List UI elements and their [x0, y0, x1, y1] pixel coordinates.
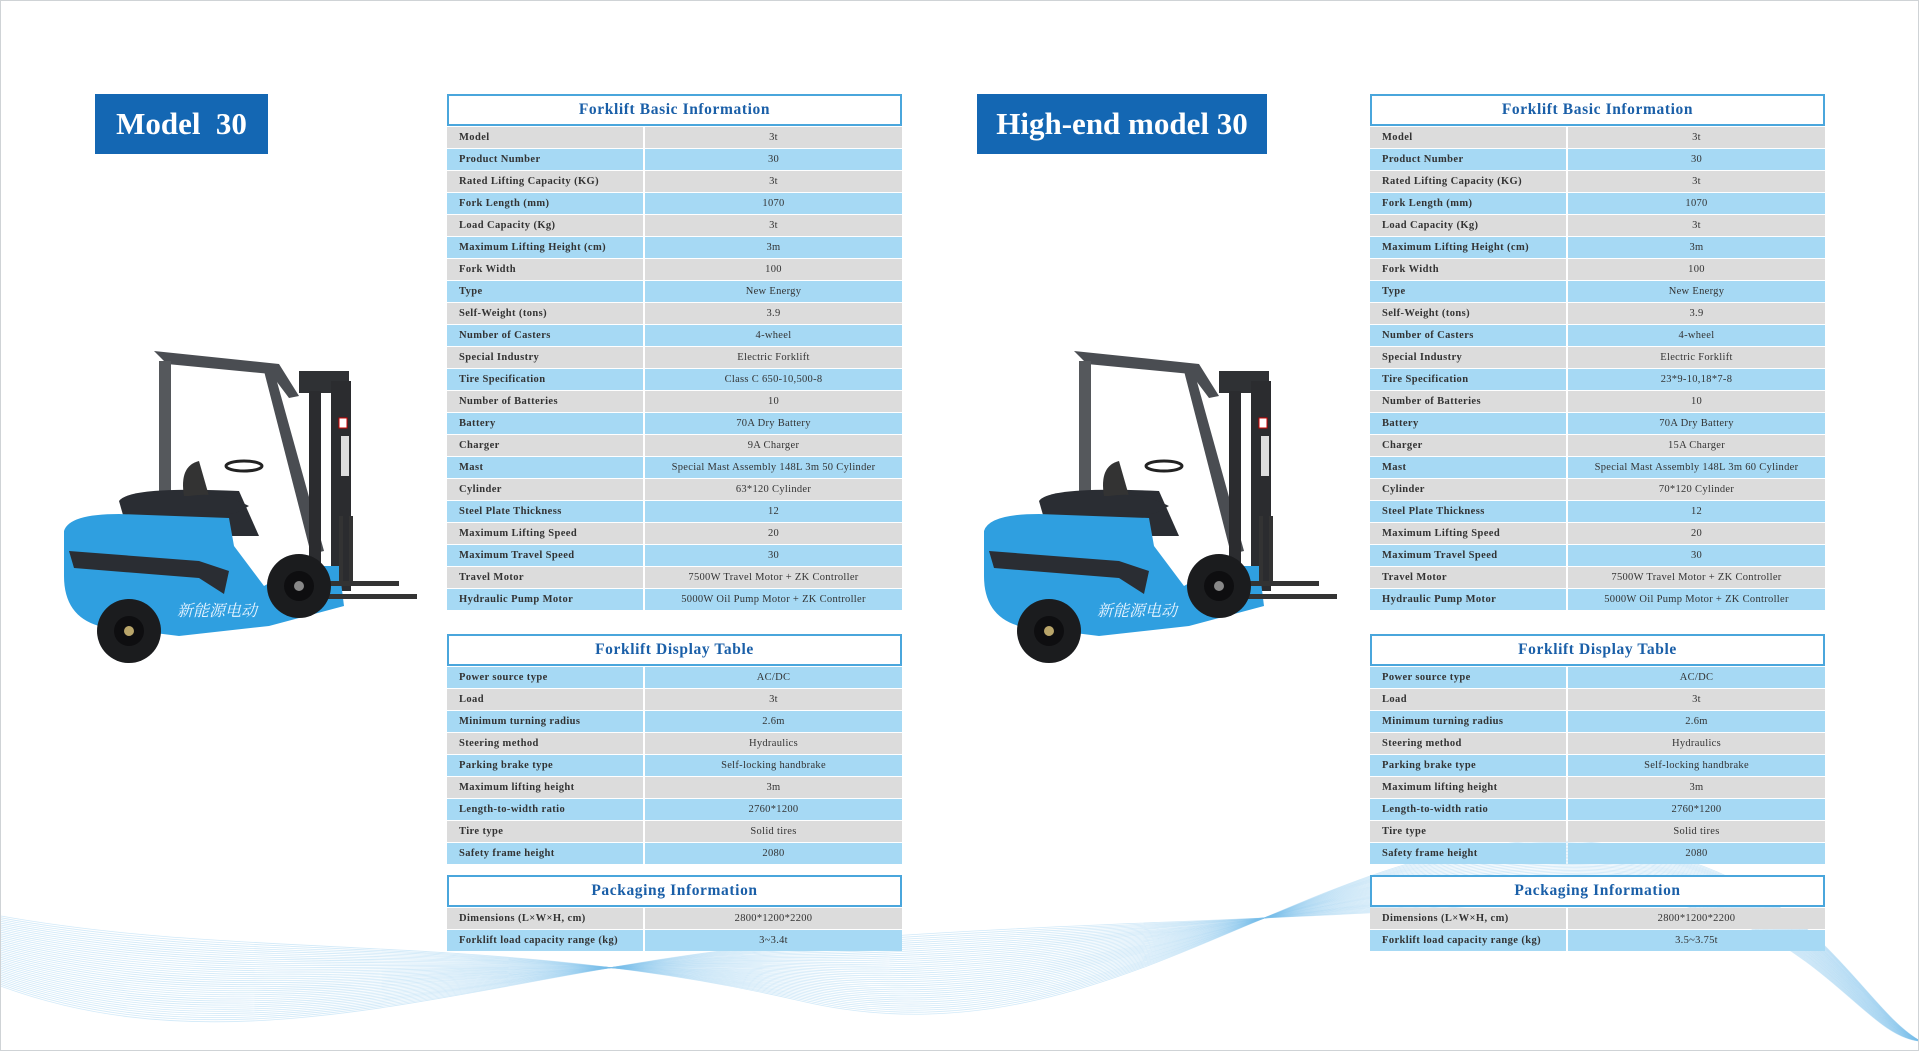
table-row — [447, 821, 902, 842]
table-row — [1370, 755, 1825, 776]
table-row — [447, 479, 902, 500]
table-row — [1370, 237, 1825, 258]
row-label: Type — [1370, 281, 1566, 302]
row-label: Hydraulic Pump Motor — [447, 589, 643, 610]
row-value: Class C 650-10,500-8 — [645, 369, 902, 390]
row-value: 15A Charger — [1568, 435, 1825, 456]
table-row — [1370, 149, 1825, 170]
row-label: Tire type — [447, 821, 643, 842]
row-value: 3m — [645, 777, 902, 798]
row-value: 7500W Travel Motor + ZK Controller — [645, 567, 902, 588]
row-value: New Energy — [1568, 281, 1825, 302]
row-label: Number of Casters — [1370, 325, 1566, 346]
row-label: Length-to-width ratio — [1370, 799, 1566, 820]
table-row — [447, 755, 902, 776]
table-row — [447, 171, 902, 192]
row-label: Fork Width — [1370, 259, 1566, 280]
row-label: Maximum lifting height — [447, 777, 643, 798]
table-row — [447, 435, 902, 456]
row-value: 30 — [1568, 149, 1825, 170]
row-value: 1070 — [1568, 193, 1825, 214]
forklift-illustration — [64, 351, 417, 663]
table-row — [447, 523, 902, 544]
row-value: 5000W Oil Pump Motor + ZK Controller — [645, 589, 902, 610]
table-row — [447, 193, 902, 214]
row-label: Model — [1370, 127, 1566, 148]
row-value: 3~3.4t — [645, 930, 902, 951]
table-row — [1370, 930, 1825, 951]
row-label: Maximum Travel Speed — [1370, 545, 1566, 566]
table-row — [1370, 667, 1825, 688]
row-label: Number of Batteries — [447, 391, 643, 412]
table-row — [1370, 171, 1825, 192]
row-label: Load Capacity (Kg) — [447, 215, 643, 236]
row-value: New Energy — [645, 281, 902, 302]
basic-info-table-standard — [447, 94, 902, 611]
row-value: 4-wheel — [1568, 325, 1825, 346]
row-value: 3t — [645, 171, 902, 192]
row-label: Fork Length (mm) — [1370, 193, 1566, 214]
row-label: Safety frame height — [1370, 843, 1566, 864]
row-label: Charger — [447, 435, 643, 456]
table-row — [1370, 545, 1825, 566]
table-row — [447, 281, 902, 302]
basic-info-table-high-end — [1370, 94, 1825, 611]
row-label: Cylinder — [447, 479, 643, 500]
row-label: Steering method — [447, 733, 643, 754]
row-label: Type — [447, 281, 643, 302]
table-row — [1370, 281, 1825, 302]
row-label: Load Capacity (Kg) — [1370, 215, 1566, 236]
row-value: Hydraulics — [645, 733, 902, 754]
table-row — [1370, 325, 1825, 346]
table-row — [1370, 523, 1825, 544]
table-heading: Forklift Basic Information — [1370, 94, 1825, 126]
row-label: Maximum Lifting Speed — [1370, 523, 1566, 544]
table-row — [1370, 347, 1825, 368]
row-label: Steering method — [1370, 733, 1566, 754]
row-label: Parking brake type — [1370, 755, 1566, 776]
row-value: Hydraulics — [1568, 733, 1825, 754]
row-label: Dimensions (L×W×H, cm) — [1370, 908, 1566, 929]
row-value: 9A Charger — [645, 435, 902, 456]
forklift-illustration — [984, 351, 1337, 663]
row-value: 2800*1200*2200 — [645, 908, 902, 929]
row-label: Steel Plate Thickness — [447, 501, 643, 522]
table-row — [447, 325, 902, 346]
row-value: Electric Forklift — [645, 347, 902, 368]
row-label: Length-to-width ratio — [447, 799, 643, 820]
row-label: Dimensions (L×W×H, cm) — [447, 908, 643, 929]
row-label: Mast — [447, 457, 643, 478]
row-label: Travel Motor — [1370, 567, 1566, 588]
row-value: 3t — [645, 127, 902, 148]
table-row — [447, 391, 902, 412]
row-value: Self-locking handbrake — [645, 755, 902, 776]
row-value: 100 — [645, 259, 902, 280]
row-label: Mast — [1370, 457, 1566, 478]
table-row — [447, 303, 902, 324]
row-value: Self-locking handbrake — [1568, 755, 1825, 776]
row-value: Special Mast Assembly 148L 3m 60 Cylinder — [1568, 457, 1825, 478]
table-row — [1370, 391, 1825, 412]
row-label: Maximum lifting height — [1370, 777, 1566, 798]
table-row — [1370, 479, 1825, 500]
row-label: Fork Width — [447, 259, 643, 280]
row-value: 2.6m — [645, 711, 902, 732]
display-table-standard — [447, 634, 902, 865]
row-label: Load — [1370, 689, 1566, 710]
row-value: 3t — [1568, 127, 1825, 148]
table-row — [447, 908, 902, 929]
table-heading: Packaging Information — [1370, 875, 1825, 907]
row-label: Fork Length (mm) — [447, 193, 643, 214]
table-heading: Packaging Information — [447, 875, 902, 907]
row-value: 10 — [1568, 391, 1825, 412]
table-row — [447, 259, 902, 280]
table-row — [447, 777, 902, 798]
table-row — [447, 457, 902, 478]
row-value: 3.9 — [1568, 303, 1825, 324]
row-value: 100 — [1568, 259, 1825, 280]
row-value: 3.9 — [645, 303, 902, 324]
row-value: Solid tires — [645, 821, 902, 842]
row-label: Charger — [1370, 435, 1566, 456]
row-value: 3t — [645, 689, 902, 710]
row-label: Number of Casters — [447, 325, 643, 346]
row-value: 1070 — [645, 193, 902, 214]
row-value: 12 — [645, 501, 902, 522]
row-value: 3t — [1568, 171, 1825, 192]
table-row — [447, 413, 902, 434]
row-label: Number of Batteries — [1370, 391, 1566, 412]
row-label: Maximum Lifting Height (cm) — [1370, 237, 1566, 258]
table-row — [1370, 435, 1825, 456]
row-label: Self-Weight (tons) — [447, 303, 643, 324]
row-label: Parking brake type — [447, 755, 643, 776]
table-row — [1370, 259, 1825, 280]
row-value: 70A Dry Battery — [645, 413, 902, 434]
table-row — [447, 589, 902, 610]
table-row — [1370, 413, 1825, 434]
row-value: 3m — [1568, 777, 1825, 798]
row-label: Self-Weight (tons) — [1370, 303, 1566, 324]
table-row — [447, 127, 902, 148]
table-row — [447, 545, 902, 566]
table-row — [447, 237, 902, 258]
row-value: Special Mast Assembly 148L 3m 50 Cylinder — [645, 457, 902, 478]
table-row — [447, 711, 902, 732]
table-row — [447, 799, 902, 820]
row-label: Maximum Travel Speed — [447, 545, 643, 566]
table-heading: Forklift Display Table — [447, 634, 902, 666]
table-row — [1370, 457, 1825, 478]
row-label: Tire type — [1370, 821, 1566, 842]
row-value: 2760*1200 — [1568, 799, 1825, 820]
row-label: Rated Lifting Capacity (KG) — [447, 171, 643, 192]
row-label: Load — [447, 689, 643, 710]
row-value: 12 — [1568, 501, 1825, 522]
row-value: 2760*1200 — [645, 799, 902, 820]
table-row — [1370, 501, 1825, 522]
row-label: Forklift load capacity range (kg) — [447, 930, 643, 951]
table-row — [1370, 908, 1825, 929]
row-label: Cylinder — [1370, 479, 1566, 500]
table-row — [1370, 689, 1825, 710]
table-row — [447, 149, 902, 170]
row-value: AC/DC — [1568, 667, 1825, 688]
row-value: Solid tires — [1568, 821, 1825, 842]
model-title-standard: Model 30 — [95, 94, 268, 154]
row-label: Steel Plate Thickness — [1370, 501, 1566, 522]
row-value: 20 — [645, 523, 902, 544]
row-value: 63*120 Cylinder — [645, 479, 902, 500]
row-label: Tire Specification — [1370, 369, 1566, 390]
table-row — [1370, 567, 1825, 588]
row-label: Battery — [447, 413, 643, 434]
row-value: 23*9-10,18*7-8 — [1568, 369, 1825, 390]
forklift-image-high-end — [979, 336, 1364, 681]
row-label: Power source type — [447, 667, 643, 688]
table-row — [1370, 799, 1825, 820]
row-value: 30 — [645, 545, 902, 566]
row-label: Maximum Lifting Height (cm) — [447, 237, 643, 258]
row-value: 5000W Oil Pump Motor + ZK Controller — [1568, 589, 1825, 610]
row-label: Tire Specification — [447, 369, 643, 390]
packaging-table-standard — [447, 875, 902, 952]
row-label: Rated Lifting Capacity (KG) — [1370, 171, 1566, 192]
row-value: 7500W Travel Motor + ZK Controller — [1568, 567, 1825, 588]
table-row — [1370, 777, 1825, 798]
row-value: 20 — [1568, 523, 1825, 544]
table-row — [1370, 127, 1825, 148]
table-heading: Forklift Basic Information — [447, 94, 902, 126]
table-row — [1370, 303, 1825, 324]
row-label: Minimum turning radius — [1370, 711, 1566, 732]
row-label: Battery — [1370, 413, 1566, 434]
row-label: Power source type — [1370, 667, 1566, 688]
row-label: Hydraulic Pump Motor — [1370, 589, 1566, 610]
row-value: 70*120 Cylinder — [1568, 479, 1825, 500]
table-row — [447, 347, 902, 368]
row-value: 30 — [645, 149, 902, 170]
table-row — [447, 930, 902, 951]
table-row — [447, 667, 902, 688]
row-value: 3t — [1568, 689, 1825, 710]
model-title-high-end: High-end model 30 — [977, 94, 1267, 154]
row-label: Minimum turning radius — [447, 711, 643, 732]
table-row — [1370, 193, 1825, 214]
table-row — [1370, 733, 1825, 754]
forklift-decal-text: 新能源电动 — [177, 601, 258, 620]
table-row — [447, 689, 902, 710]
table-row — [1370, 821, 1825, 842]
row-label: Product Number — [447, 149, 643, 170]
row-label: Product Number — [1370, 149, 1566, 170]
row-value: 2800*1200*2200 — [1568, 908, 1825, 929]
row-value: 3t — [645, 215, 902, 236]
table-row — [447, 567, 902, 588]
table-row — [1370, 369, 1825, 390]
forklift-image-standard — [59, 336, 444, 681]
row-value: Electric Forklift — [1568, 347, 1825, 368]
table-row — [1370, 843, 1825, 864]
table-row — [447, 215, 902, 236]
row-label: Safety frame height — [447, 843, 643, 864]
row-value: 2080 — [1568, 843, 1825, 864]
row-value: 70A Dry Battery — [1568, 413, 1825, 434]
row-value: 3m — [645, 237, 902, 258]
packaging-table-high-end — [1370, 875, 1825, 952]
row-value: AC/DC — [645, 667, 902, 688]
row-value: 2.6m — [1568, 711, 1825, 732]
row-value: 2080 — [645, 843, 902, 864]
row-value: 3.5~3.75t — [1568, 930, 1825, 951]
table-row — [447, 843, 902, 864]
row-label: Special Industry — [1370, 347, 1566, 368]
table-row — [1370, 215, 1825, 236]
table-row — [1370, 589, 1825, 610]
table-heading: Forklift Display Table — [1370, 634, 1825, 666]
table-row — [1370, 711, 1825, 732]
row-label: Travel Motor — [447, 567, 643, 588]
table-row — [447, 501, 902, 522]
row-label: Forklift load capacity range (kg) — [1370, 930, 1566, 951]
row-value: 3t — [1568, 215, 1825, 236]
row-label: Model — [447, 127, 643, 148]
row-value: 4-wheel — [645, 325, 902, 346]
row-label: Maximum Lifting Speed — [447, 523, 643, 544]
row-value: 3m — [1568, 237, 1825, 258]
display-table-high-end — [1370, 634, 1825, 865]
row-label: Special Industry — [447, 347, 643, 368]
table-row — [447, 369, 902, 390]
row-value: 30 — [1568, 545, 1825, 566]
row-value: 10 — [645, 391, 902, 412]
forklift-decal-text: 新能源电动 — [1097, 601, 1178, 620]
table-row — [447, 733, 902, 754]
